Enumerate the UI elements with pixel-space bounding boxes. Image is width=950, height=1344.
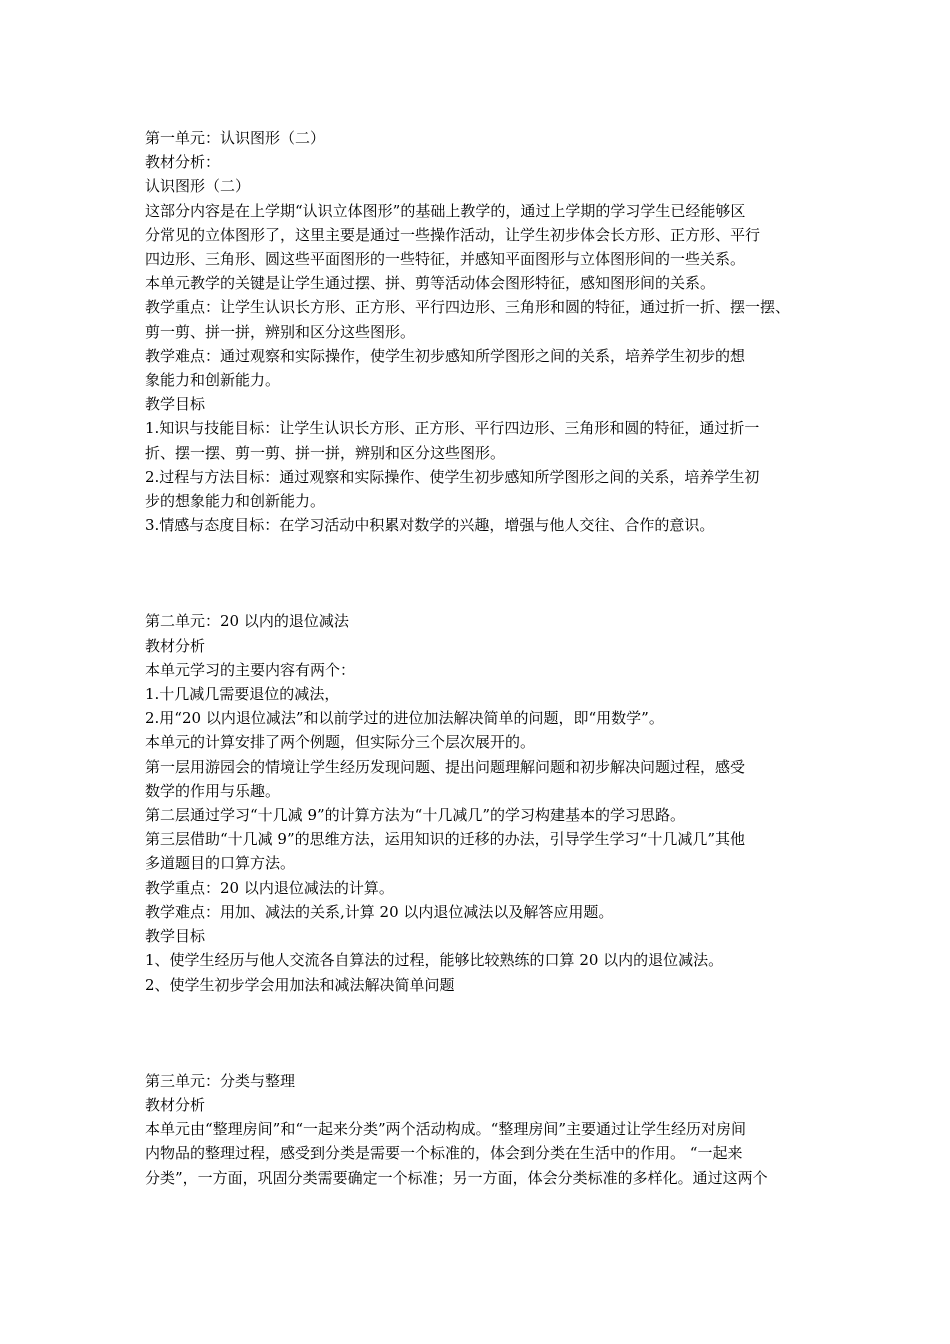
unit1-difficulty-line: 教学难点：通过观察和实际操作，使学生初步感知所学图形之间的关系，培养学生初步的想: [145, 346, 746, 365]
unit2-difficulty-line: 教学难点：用加、减法的关系,计算 20 以内退位减法以及解答应用题。: [145, 902, 614, 921]
unit2-paragraph-line: 第一层用游园会的情境让学生经历发现问题、提出问题理解问题和初步解决问题过程，感受: [145, 757, 746, 776]
unit2-paragraph-line: 本单元的计算安排了两个例题，但实际分三个层次展开的。: [145, 733, 536, 752]
unit2-section: [145, 609, 825, 996]
unit1-key-point-line: 剪一剪、拼一拼，辨别和区分这些图形。: [145, 322, 416, 341]
unit1-paragraph-line: 这部分内容是在上学期“认识立体图形”的基础上教学的，通过上学期的学习学生已经能够区: [145, 201, 746, 220]
unit2-paragraph-line: 第二层通过学习“十几减 9”的计算方法为“十几减几”的学习构建基本的学习思路。: [145, 806, 685, 825]
unit2-paragraph-line: 第三层借助“十几减 9”的思维方法，运用知识的迁移的办法，引导学生学习“十几减几”其他: [145, 830, 745, 849]
unit2-heading-analysis: 教材分析: [145, 636, 206, 655]
unit2-paragraph-line: 2.用“20 以内退位减法”和以前学过的进位加法解决简单的问题，即“用数学”。: [145, 709, 664, 728]
unit3-paragraph-line: 内物品的整理过程，感受到分类是需要一个标准的，体会到分类在生活中的作用。 “一起来: [145, 1144, 743, 1163]
unit1-goal-line: 步的想象能力和创新能力。: [145, 492, 326, 511]
unit2-paragraph-line: 数学的作用与乐趣。: [145, 781, 281, 800]
unit1-heading-analysis: 教材分析：: [145, 153, 221, 172]
unit1-paragraph-line: 四边形、三角形、圆这些平面图形的一些特征，并感知平面图形与立体图形间的一些关系。: [145, 250, 746, 269]
unit2-title: 第二单元：20 以内的退位减法: [145, 612, 349, 631]
unit1-paragraph-line: 分常见的立体图形了，这里主要是通过一些操作活动，让学生初步体会长方形、正方形、平行: [145, 225, 761, 244]
unit3-paragraph-line: 本单元由“整理房间”和“一起来分类”两个活动构成。“整理房间”主要通过让学生经历对房间: [145, 1120, 747, 1139]
unit3-section: [145, 1069, 825, 1190]
unit1-key-point-line: 教学重点：让学生认识长方形、正方形、平行四边形、三角形和圆的特征，通过折一折、摆一摆、: [145, 298, 791, 317]
unit1-goal-line: 3.情感与态度目标：在学习活动中积累对数学的兴趣，增强与他人交往、合作的意识。: [145, 516, 715, 535]
document-page: [145, 126, 825, 1190]
unit1-goal-line: 2.过程与方法目标：通过观察和实际操作、使学生初步感知所学图形之间的关系，培养学生初: [145, 467, 760, 486]
unit1-section: [145, 126, 825, 537]
unit1-goal-line: 1.知识与技能目标：让学生认识长方形、正方形、平行四边形、三角形和圆的特征，通过折一: [145, 419, 760, 438]
unit3-heading-analysis: 教材分析: [145, 1095, 206, 1114]
unit2-goal-line: 2、使学生初步学会用加法和减法解决简单问题: [145, 975, 455, 994]
section-spacer: [145, 997, 825, 1069]
section-spacer: [145, 537, 825, 609]
unit1-goal-line: 折、摆一摆、剪一剪、拼一拼，辨别和区分这些图形。: [145, 443, 506, 462]
unit2-goal-line: 1、使学生经历与他人交流各自算法的过程，能够比较熟练的口算 20 以内的退位减法。: [145, 951, 724, 970]
unit2-paragraph-line: 本单元学习的主要内容有两个：: [145, 660, 356, 679]
unit2-heading-goals: 教学目标: [145, 927, 206, 946]
unit1-paragraph-line: 本单元教学的关键是让学生通过摆、拼、剪等活动体会图形特征，感知图形间的关系。: [145, 274, 716, 293]
unit1-subtitle: 认识图形（二）: [145, 177, 251, 196]
unit1-heading-goals: 教学目标: [145, 395, 206, 414]
unit2-paragraph-line: 多道题目的口算方法。: [145, 854, 296, 873]
unit1-title: 第一单元：认识图形（二）: [145, 129, 326, 147]
unit1-difficulty-line: 象能力和创新能力。: [145, 371, 281, 390]
unit3-title: 第三单元：分类与整理: [145, 1071, 296, 1090]
unit2-paragraph-line: 1.十几减几需要退位的减法，: [145, 685, 340, 704]
unit2-key-point-line: 教学重点：20 以内退位减法的计算。: [145, 878, 394, 897]
unit3-paragraph-line: 分类”，一方面，巩固分类需要确定一个标准；另一方面，体会分类标准的多样化。通过这两个: [145, 1168, 768, 1187]
